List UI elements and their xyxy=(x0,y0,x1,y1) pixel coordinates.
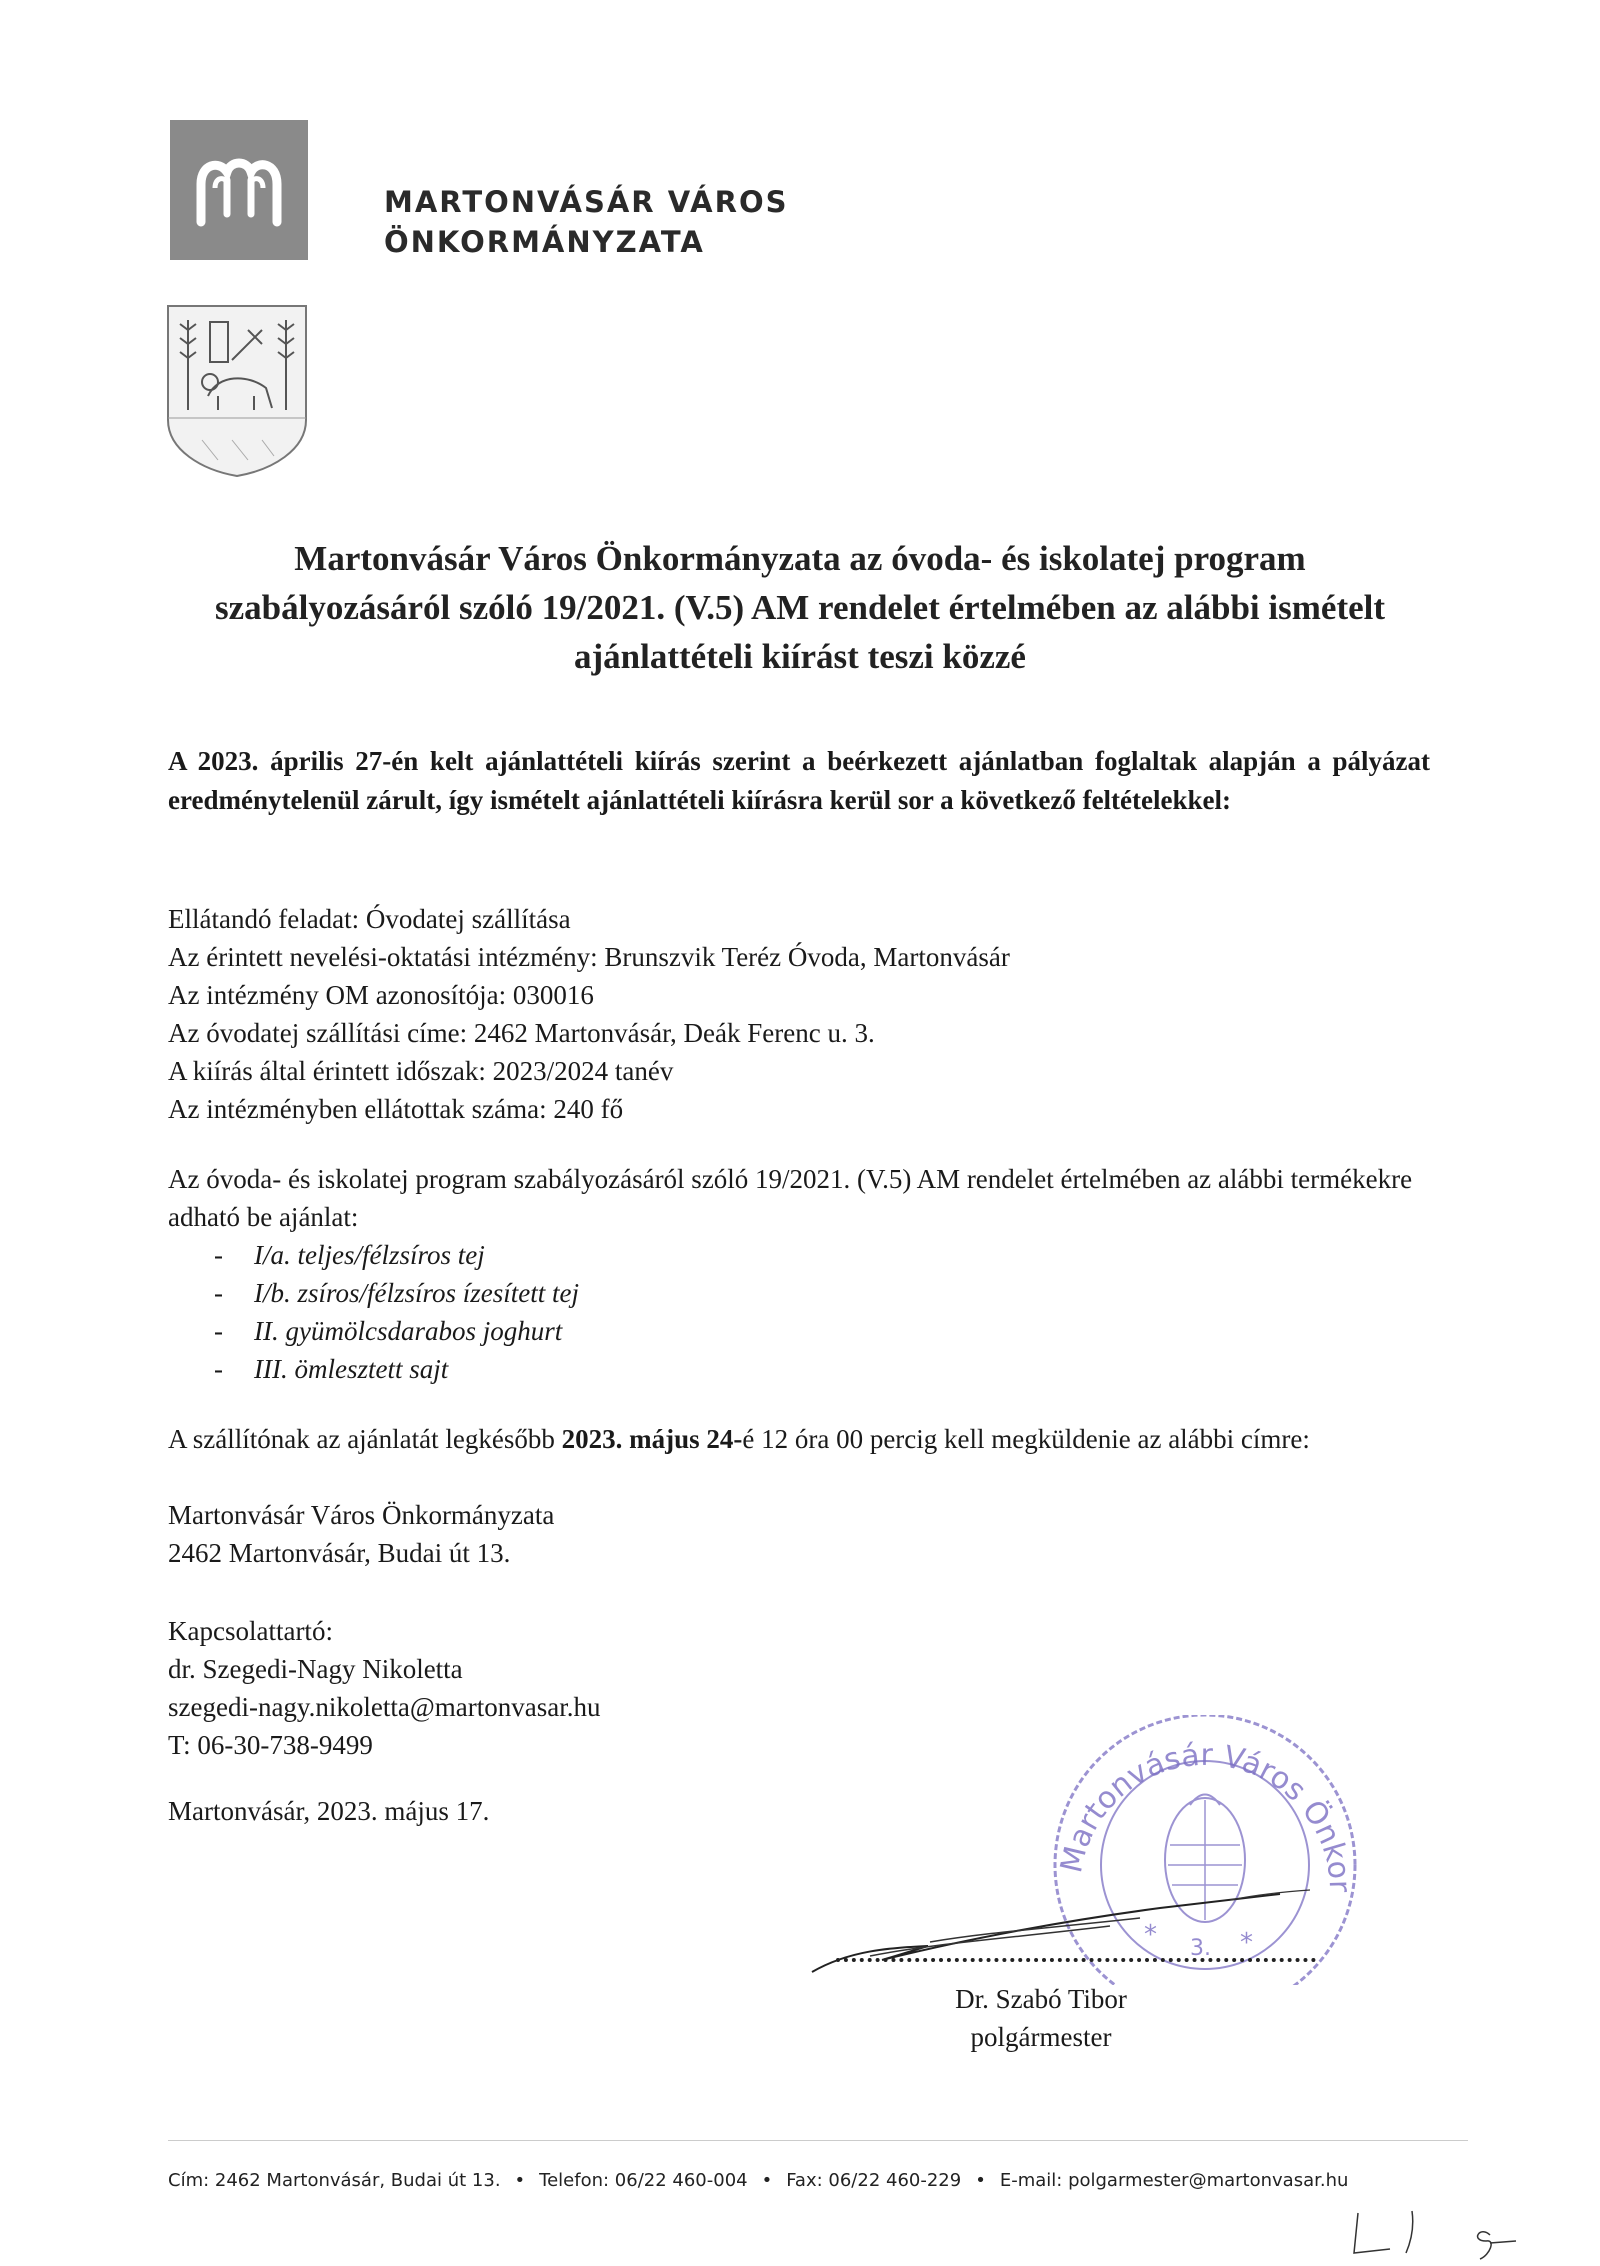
footer xyxy=(168,2170,1468,2191)
svg-text:*: * xyxy=(1240,1928,1253,1958)
contact-email[interactable]: szegedi-nagy.nikoletta@martonvasar.hu xyxy=(168,1692,601,1722)
products-intro: Az óvoda- és iskolatej program szabályozásáról szóló 19/2021. (V.5) AM rendelet értelmében az alábbi termékekre adható be ajánlat: xyxy=(168,1164,1413,1232)
product-label: I/b. zsíros/félzsíros ízesített tej xyxy=(254,1278,580,1308)
footer-separator: • xyxy=(514,2170,526,2191)
footer-separator: • xyxy=(761,2170,773,2191)
footer-separator: • xyxy=(975,2170,986,2191)
address-line1: Martonvásár Város Önkormányzata xyxy=(168,1500,555,1530)
list-item: - III. ömlesztett sajt xyxy=(214,1354,449,1384)
title-line3: ajánlattételi kiírást teszi közzé xyxy=(574,637,1026,676)
list-item: - I/a. teljes/félzsíros tej xyxy=(214,1240,485,1270)
stylized-m-logo-icon xyxy=(193,150,285,230)
detail-headcount: Az intézményben ellátottak száma: 240 fő xyxy=(168,1094,624,1124)
handwritten-initials-icon xyxy=(1340,2205,1540,2261)
logo xyxy=(170,120,308,260)
document-title xyxy=(120,534,1480,681)
signer-title: polgármester xyxy=(970,2022,1112,2052)
page-initials xyxy=(1340,2205,1540,2261)
stamp-number: 3. xyxy=(1190,1936,1211,1961)
details-list xyxy=(168,900,1428,1128)
products-list xyxy=(214,1236,579,1388)
org-name-line1: MARTONVÁSÁR VÁROS xyxy=(384,185,789,219)
detail-delivery-address: Az óvodatej szállítási címe: 2462 Martonvásár, Deák Ferenc u. 3. xyxy=(168,1018,875,1048)
coat-of-arms xyxy=(162,300,312,480)
product-label: I/a. teljes/félzsíros tej xyxy=(254,1240,485,1270)
footer-email[interactable]: E-mail: polgarmester@martonvasar.hu xyxy=(999,2170,1349,2191)
product-label: II. gyümölcsdarabos joghurt xyxy=(254,1316,563,1346)
contact-block xyxy=(168,1612,600,1764)
footer-fax: Fax: 06/22 460-229 xyxy=(786,2170,962,2191)
detail-institution: Az érintett nevelési-oktatási intézmény: Brunszvik Teréz Óvoda, Martonvásár xyxy=(168,942,1010,972)
coat-of-arms-icon xyxy=(162,300,312,480)
detail-om-id: Az intézmény OM azonosítója: 030016 xyxy=(168,980,594,1010)
signer-block xyxy=(936,1980,1146,2056)
submission-address xyxy=(168,1496,554,1572)
svg-text:*: * xyxy=(1144,1920,1157,1950)
address-line2: 2462 Martonvásár, Budai út 13. xyxy=(168,1538,511,1568)
org-name-line2: ÖNKORMÁNYZATA xyxy=(384,225,705,259)
title-line1: Martonvásár Város Önkormányzata az óvoda- és iskolatej program xyxy=(294,539,1306,578)
deadline-date: 2023. május 24- xyxy=(561,1424,743,1454)
deadline-text-after: é 12 óra 00 percig kell megküldenie az alábbi címre: xyxy=(742,1424,1310,1454)
footer-phone: Telefon: 06/22 460-004 xyxy=(539,2170,748,2191)
detail-period: A kiírás által érintett időszak: 2023/2024 tanév xyxy=(168,1056,674,1086)
contact-phone: T: 06-30-738-9499 xyxy=(168,1730,373,1760)
stamp-text: Martonvásár Város Önkor xyxy=(1054,1737,1358,1893)
detail-task: Ellátandó feladat: Óvodatej szállítása xyxy=(168,904,571,934)
footer-address: Cím: 2462 Martonvásár, Budai út 13. xyxy=(168,2170,501,2191)
contact-name: dr. Szegedi-Nagy Nikoletta xyxy=(168,1654,463,1684)
date-line: Martonvásár, 2023. május 17. xyxy=(168,1796,490,1826)
footer-divider xyxy=(168,2140,1468,2141)
intro-paragraph: A 2023. április 27-én kelt ajánlattételi kiírás szerint a beérkezett ajánlatban foglaltak alapján a pályázat eredménytelenül zárult, így ismételt ajánlattételi kiírásra kerül sor a következő feltételekkel: xyxy=(168,746,1430,815)
contact-heading: Kapcsolattartó: xyxy=(168,1616,333,1646)
product-label: III. ömlesztett sajt xyxy=(254,1354,449,1384)
title-line2: szabályozásáról szóló 19/2021. (V.5) AM rendelet értelmében az alábbi ismételt xyxy=(214,588,1386,627)
deadline-text-before: A szállítónak az ajánlatát legkésőbb xyxy=(168,1424,562,1454)
deadline-paragraph xyxy=(168,1420,1438,1458)
list-item: - I/b. zsíros/félzsíros ízesített tej xyxy=(214,1278,580,1308)
signer-name: Dr. Szabó Tibor xyxy=(955,1984,1127,2014)
list-item: - II. gyümölcsdarabos joghurt xyxy=(214,1316,563,1346)
signature-line xyxy=(836,1958,1316,1962)
